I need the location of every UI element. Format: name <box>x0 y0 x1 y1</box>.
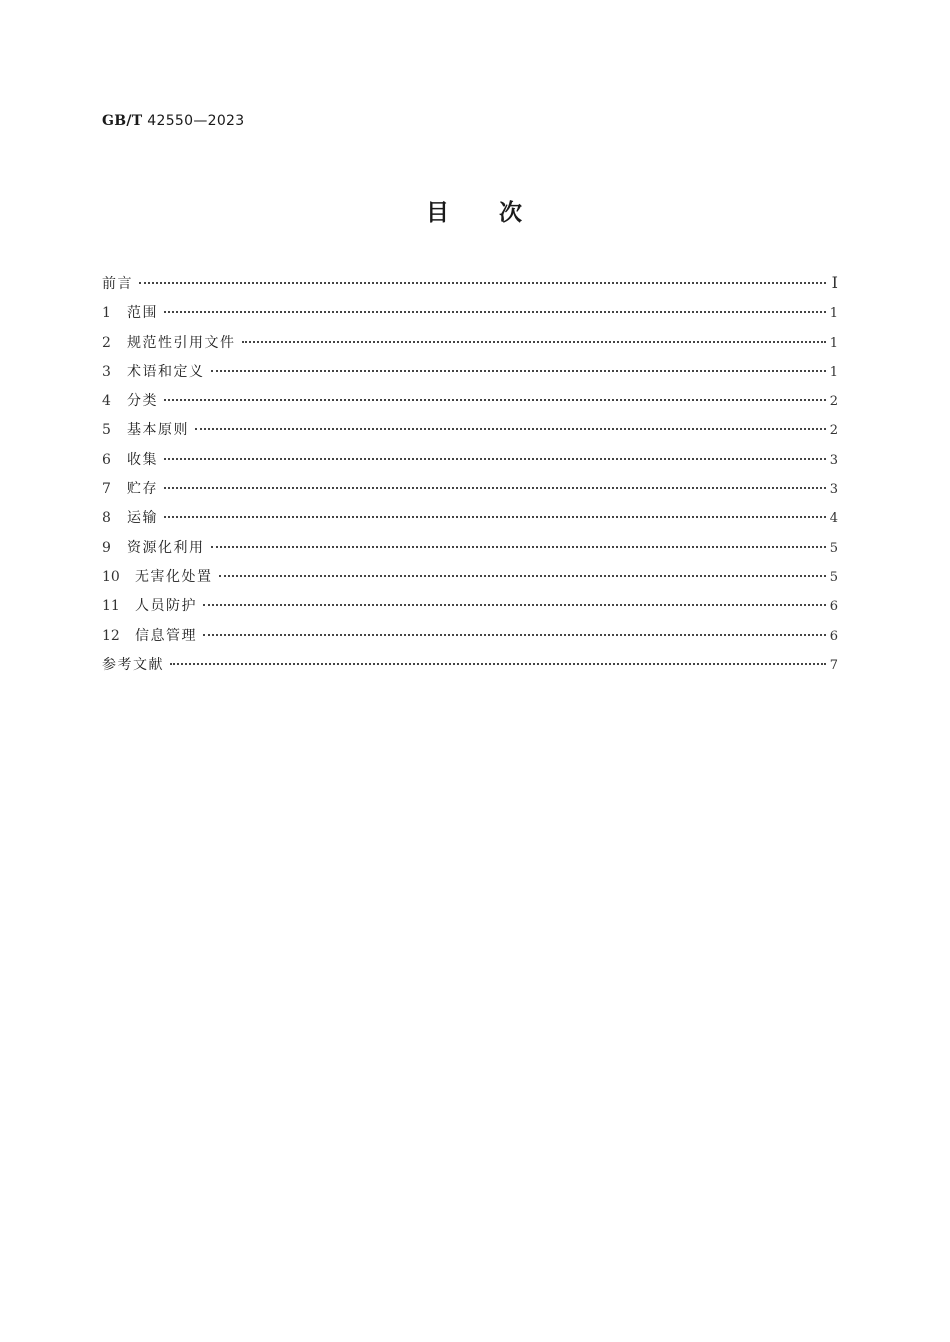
toc-entry-number: 12 <box>102 627 120 644</box>
toc-entry-references[interactable] <box>102 654 838 683</box>
toc-entry-label: 资源化利用 <box>127 539 205 556</box>
toc-entry-number: 5 <box>102 422 111 439</box>
toc-entry-9[interactable] <box>102 537 838 566</box>
toc-entry-page: 3 <box>829 482 838 498</box>
toc-entry-2[interactable] <box>102 332 838 361</box>
toc-entry-page: 2 <box>829 423 838 439</box>
toc-entry-page: 4 <box>829 511 838 527</box>
standard-prefix: GB/T <box>102 113 143 129</box>
toc-entry-number: 10 <box>102 568 120 585</box>
toc-entry-label: 信息管理 <box>135 627 197 644</box>
toc-entry-label: 范围 <box>127 305 158 322</box>
toc-entry-label: 贮存 <box>127 481 158 498</box>
toc-leader-dots <box>164 458 826 460</box>
toc-entry-label: 术语和定义 <box>127 363 205 380</box>
toc-entry-3[interactable] <box>102 361 838 390</box>
toc-entry-label: 人员防护 <box>135 598 197 615</box>
page-title <box>0 194 950 227</box>
toc-leader-dots <box>242 341 826 343</box>
toc-entry-page: Ⅰ <box>831 273 838 292</box>
toc-entry-11[interactable] <box>102 595 838 624</box>
toc-leader-dots <box>164 399 826 401</box>
toc-entry-page: 2 <box>829 394 838 410</box>
toc-entry-foreword[interactable] <box>102 273 838 302</box>
toc-entry-number: 1 <box>102 305 111 322</box>
toc-entry-10[interactable] <box>102 566 838 595</box>
toc-entry-number: 6 <box>102 451 111 468</box>
standard-number: 42550—2023 <box>147 113 245 129</box>
toc-entry-7[interactable] <box>102 478 838 507</box>
toc-entry-page: 6 <box>829 628 838 644</box>
toc-leader-dots <box>195 428 826 430</box>
toc-entry-number: 9 <box>102 539 111 556</box>
toc-leader-dots <box>211 546 826 548</box>
toc-entry-12[interactable] <box>102 625 838 654</box>
toc-entry-label: 基本原则 <box>127 422 189 439</box>
title-char-2: 次 <box>499 200 524 226</box>
toc-entry-label: 无害化处置 <box>135 568 213 585</box>
toc-leader-dots <box>203 634 826 636</box>
table-of-contents <box>102 273 838 683</box>
toc-leader-dots <box>164 516 826 518</box>
toc-entry-label: 规范性引用文件 <box>127 334 236 351</box>
toc-entry-page: 5 <box>829 569 838 585</box>
toc-entry-8[interactable] <box>102 507 838 536</box>
toc-entry-label: 收集 <box>127 451 158 468</box>
toc-entry-4[interactable] <box>102 390 838 419</box>
toc-entry-label: 分类 <box>127 393 158 410</box>
toc-entry-number: 2 <box>102 334 111 351</box>
toc-entry-label: 前言 <box>102 276 133 292</box>
toc-entry-5[interactable] <box>102 419 838 448</box>
toc-leader-dots <box>203 604 826 606</box>
toc-leader-dots <box>139 282 826 284</box>
toc-entry-1[interactable] <box>102 302 838 331</box>
toc-entry-6[interactable] <box>102 449 838 478</box>
toc-entry-number: 3 <box>102 363 111 380</box>
toc-entry-page: 5 <box>829 540 838 556</box>
toc-leader-dots <box>164 487 826 489</box>
toc-entry-number: 4 <box>102 393 111 410</box>
toc-entry-page: 1 <box>829 364 838 380</box>
toc-entry-page: 7 <box>829 657 838 673</box>
toc-entry-page: 3 <box>829 452 838 468</box>
toc-leader-dots <box>219 575 826 577</box>
toc-entry-number: 11 <box>102 598 120 615</box>
toc-leader-dots <box>211 370 826 372</box>
toc-entry-label: 运输 <box>127 510 158 527</box>
toc-leader-dots <box>170 663 826 665</box>
toc-entry-page: 1 <box>829 335 838 351</box>
toc-leader-dots <box>164 311 826 313</box>
standard-code <box>102 113 244 129</box>
toc-entry-label: 参考文献 <box>102 656 164 673</box>
toc-entry-number: 7 <box>102 481 111 498</box>
toc-entry-number: 8 <box>102 510 111 527</box>
title-char-1: 目 <box>426 200 451 226</box>
toc-entry-page: 6 <box>829 599 838 615</box>
toc-entry-page: 1 <box>829 306 838 322</box>
